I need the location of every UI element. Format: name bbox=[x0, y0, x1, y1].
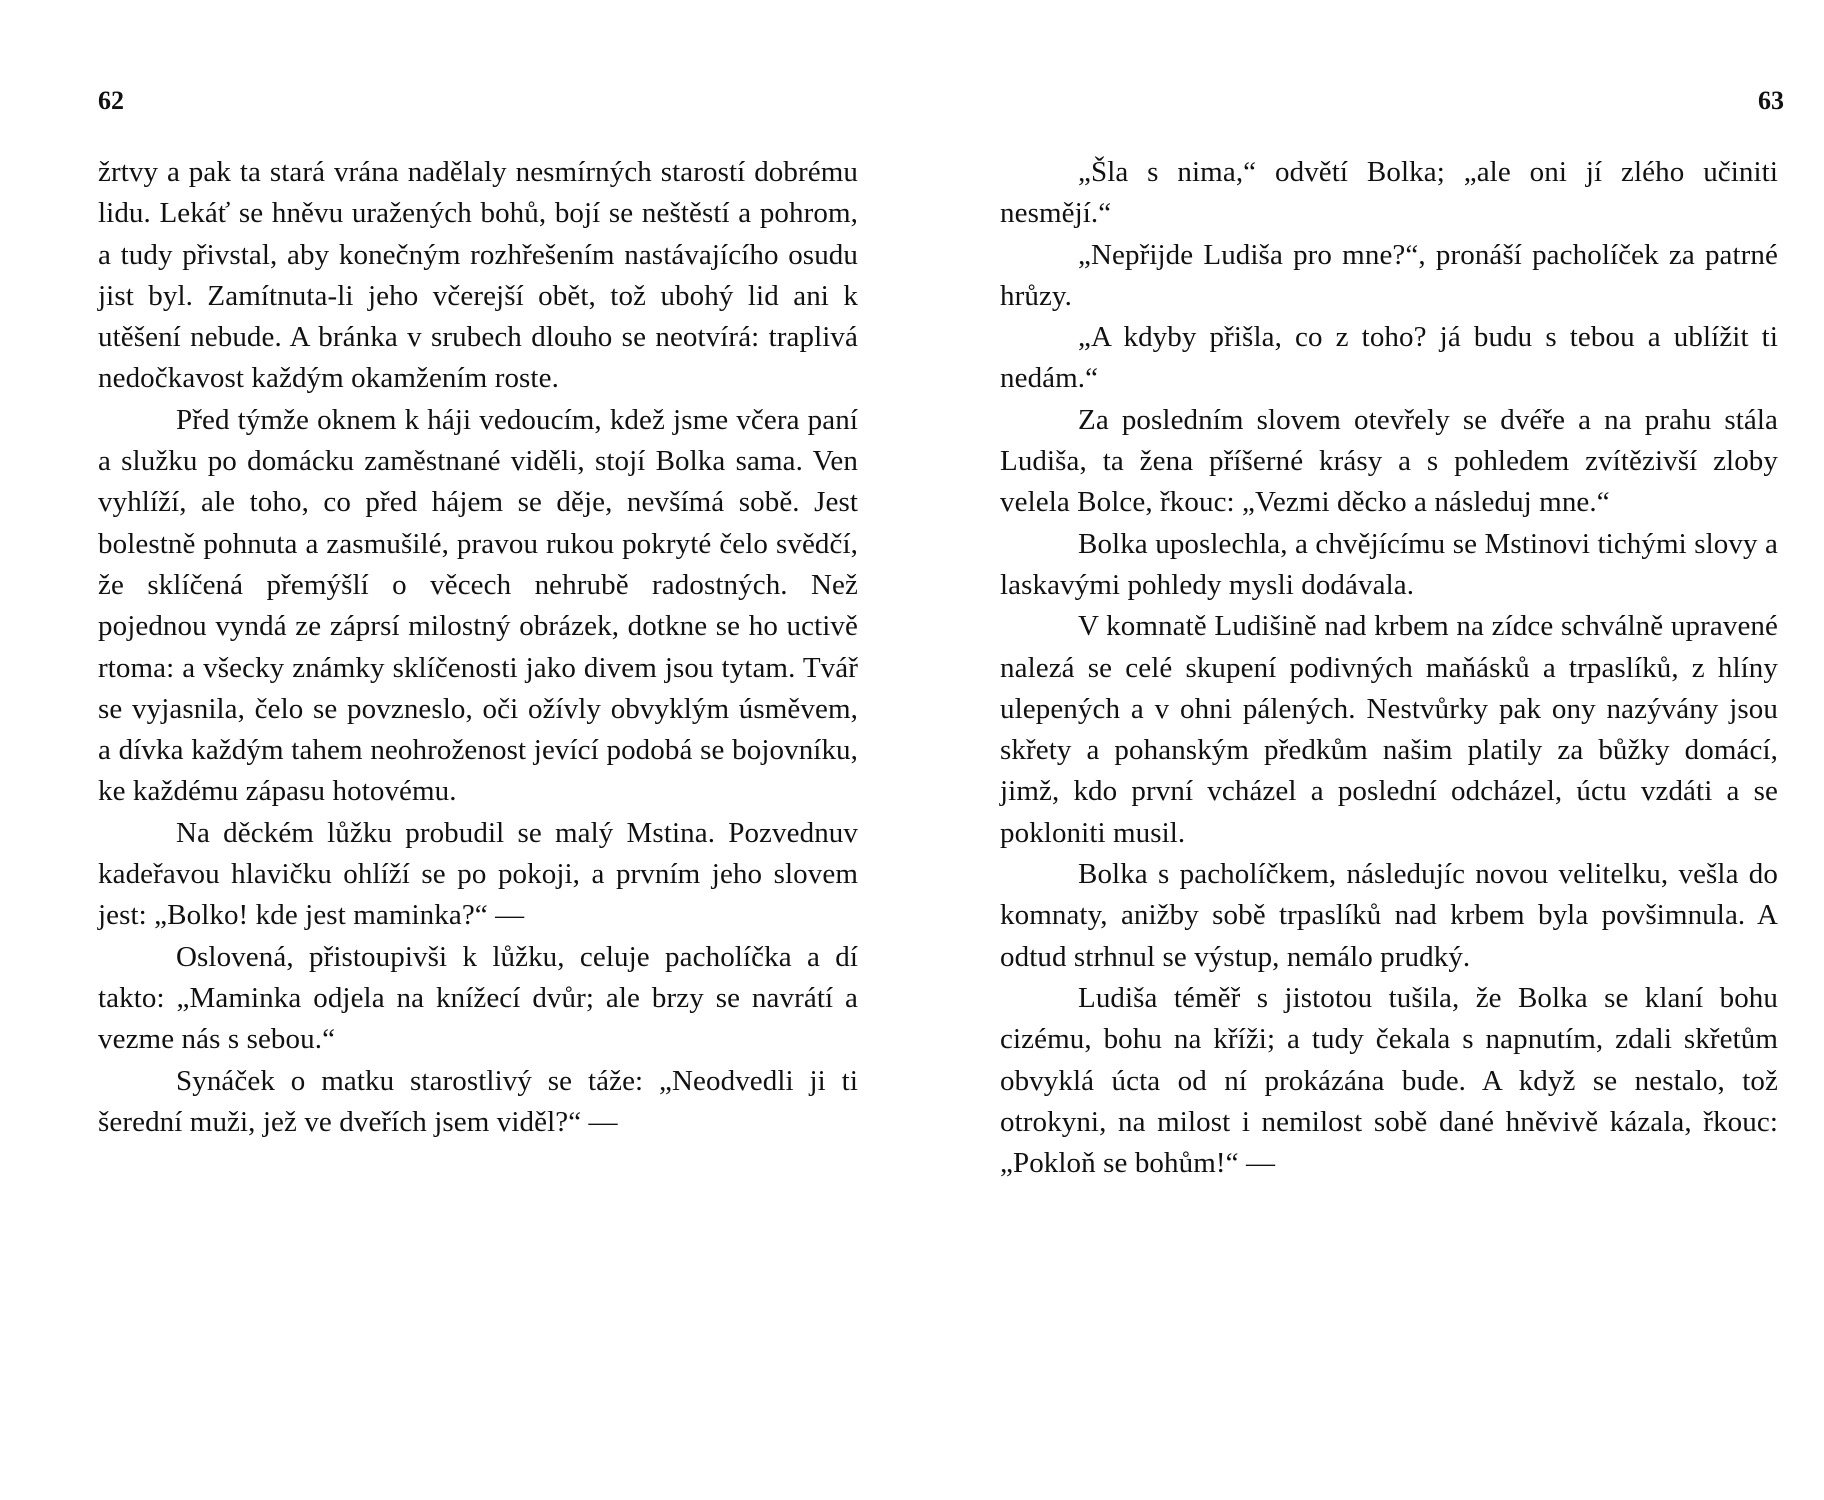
paragraph: V komnatě Ludišině nad krbem na zídce schválně upravené nalezá se celé skupení podivných maňásků a trpaslíků, z hlíny ulepených a v ohni pálených. Nestvůrky pak ony nazývány jsou skřety a pohanským předkům našim platily za bůžky domácí, jimž, kdo první vcházel a poslední odcházel, úctu vzdáti a se pokloniti musil. bbox=[1000, 610, 1778, 849]
left-page bbox=[0, 0, 900, 1500]
paragraph: Na děckém lůžku probudil se malý Mstina. Pozvednuv kadeřavou hlavičku ohlíží se po pokoji, a prvním jeho slovem jest: „Bolko! kde jest maminka?“ — bbox=[98, 816, 858, 932]
right-page-text bbox=[1000, 152, 1778, 1184]
paragraph: Bolka uposlechla, a chvějícímu se Mstinovi tichými slovy a laskavými pohledy mysli dodávala. bbox=[1000, 527, 1778, 601]
paragraph: Synáček o matku starostlivý se táže: „Neodvedli ji ti šerední muži, jež ve dveřích jsem viděl?“ — bbox=[98, 1064, 858, 1138]
left-page-text bbox=[98, 152, 858, 1143]
paragraph: Před týmže oknem k háji vedoucím, kdež jsme včera paní a služku po domácku zaměstnané viděli, stojí Bolka sama. Ven vyhlíží, ale toho, co před hájem se děje, nevšímá sobě. Jest bolestně pohnuta a zasmušilé, pravou rukou pokryté čelo svědčí, že sklíčená přemýšlí o věcech nehrubě radostných. Než pojednou vyndá ze záprsí milostný obrázek, dotkne se ho uctivě rtoma: a všecky známky sklíčenosti jako divem jsou tytam. Tvář se vyjasnila, čelo se povzneslo, oči ožívly obvyklým úsměvem, a dívka každým tahem neohroženost jevící podobá se bojovníku, ke každému zápasu hotovému. bbox=[98, 403, 858, 808]
right-page bbox=[912, 0, 1824, 1500]
paragraph: „Nepřijde Ludiša pro mne?“, pronáší pacholíček za patrné hrůzy. bbox=[1000, 238, 1778, 312]
page-number-left: 62 bbox=[98, 86, 124, 115]
paragraph: Ludiša téměř s jistotou tušila, že Bolka se klaní bohu cizému, bohu na kříži; a tudy čekala s napnutím, zdali skřetům obvyklá úcta od ní prokázána bude. A když se nestalo, tož otrokyni, na milost i nemilost sobě dané hněvivě kázala, řkouc: „Pokloň se bohům!“ — bbox=[1000, 981, 1778, 1180]
page-number-right: 63 bbox=[1758, 86, 1784, 115]
paragraph: Za posledním slovem otevřely se dvéře a na prahu stála Ludiša, ta žena příšerné krásy a s pohledem zvítězivší zloby velela Bolce, řkouc: „Vezmi děcko a následuj mne.“ bbox=[1000, 403, 1778, 519]
paragraph: Bolka s pacholíčkem, následujíc novou velitelku, vešla do komnaty, anižby sobě trpaslíků nad krbem byla povšimnula. A odtud strhnul se výstup, nemálo prudký. bbox=[1000, 858, 1778, 973]
paragraph: Oslovená, přistoupivši k lůžku, celuje pacholíčka a dí takto: „Maminka odjela na knížecí dvůr; ale brzy se navrátí a vezme nás s sebou.“ bbox=[98, 940, 858, 1056]
paragraph: „A kdyby přišla, co z toho? já budu s tebou a ublížit ti nedám.“ bbox=[1000, 321, 1778, 395]
paragraph: „Šla s nima,“ odvětí Bolka; „ale oni jí zlého učiniti nesmějí.“ bbox=[1000, 156, 1778, 230]
paragraph: žrtvy a pak ta stará vrána nadělaly nesmírných starostí dobrému lidu. Lekáť se hněvu uražených bohů, bojí se neštěstí a pohrom, a tudy přivstal, aby konečným rozhřešením nastávajícího osudu jist byl. Zamítnuta-li jeho včerejší obět, tož ubohý lid ani k utěšení nebude. A bránka v srubech dlouho se neotvírá: traplivá nedočkavost každým okamžením roste. bbox=[98, 156, 858, 395]
